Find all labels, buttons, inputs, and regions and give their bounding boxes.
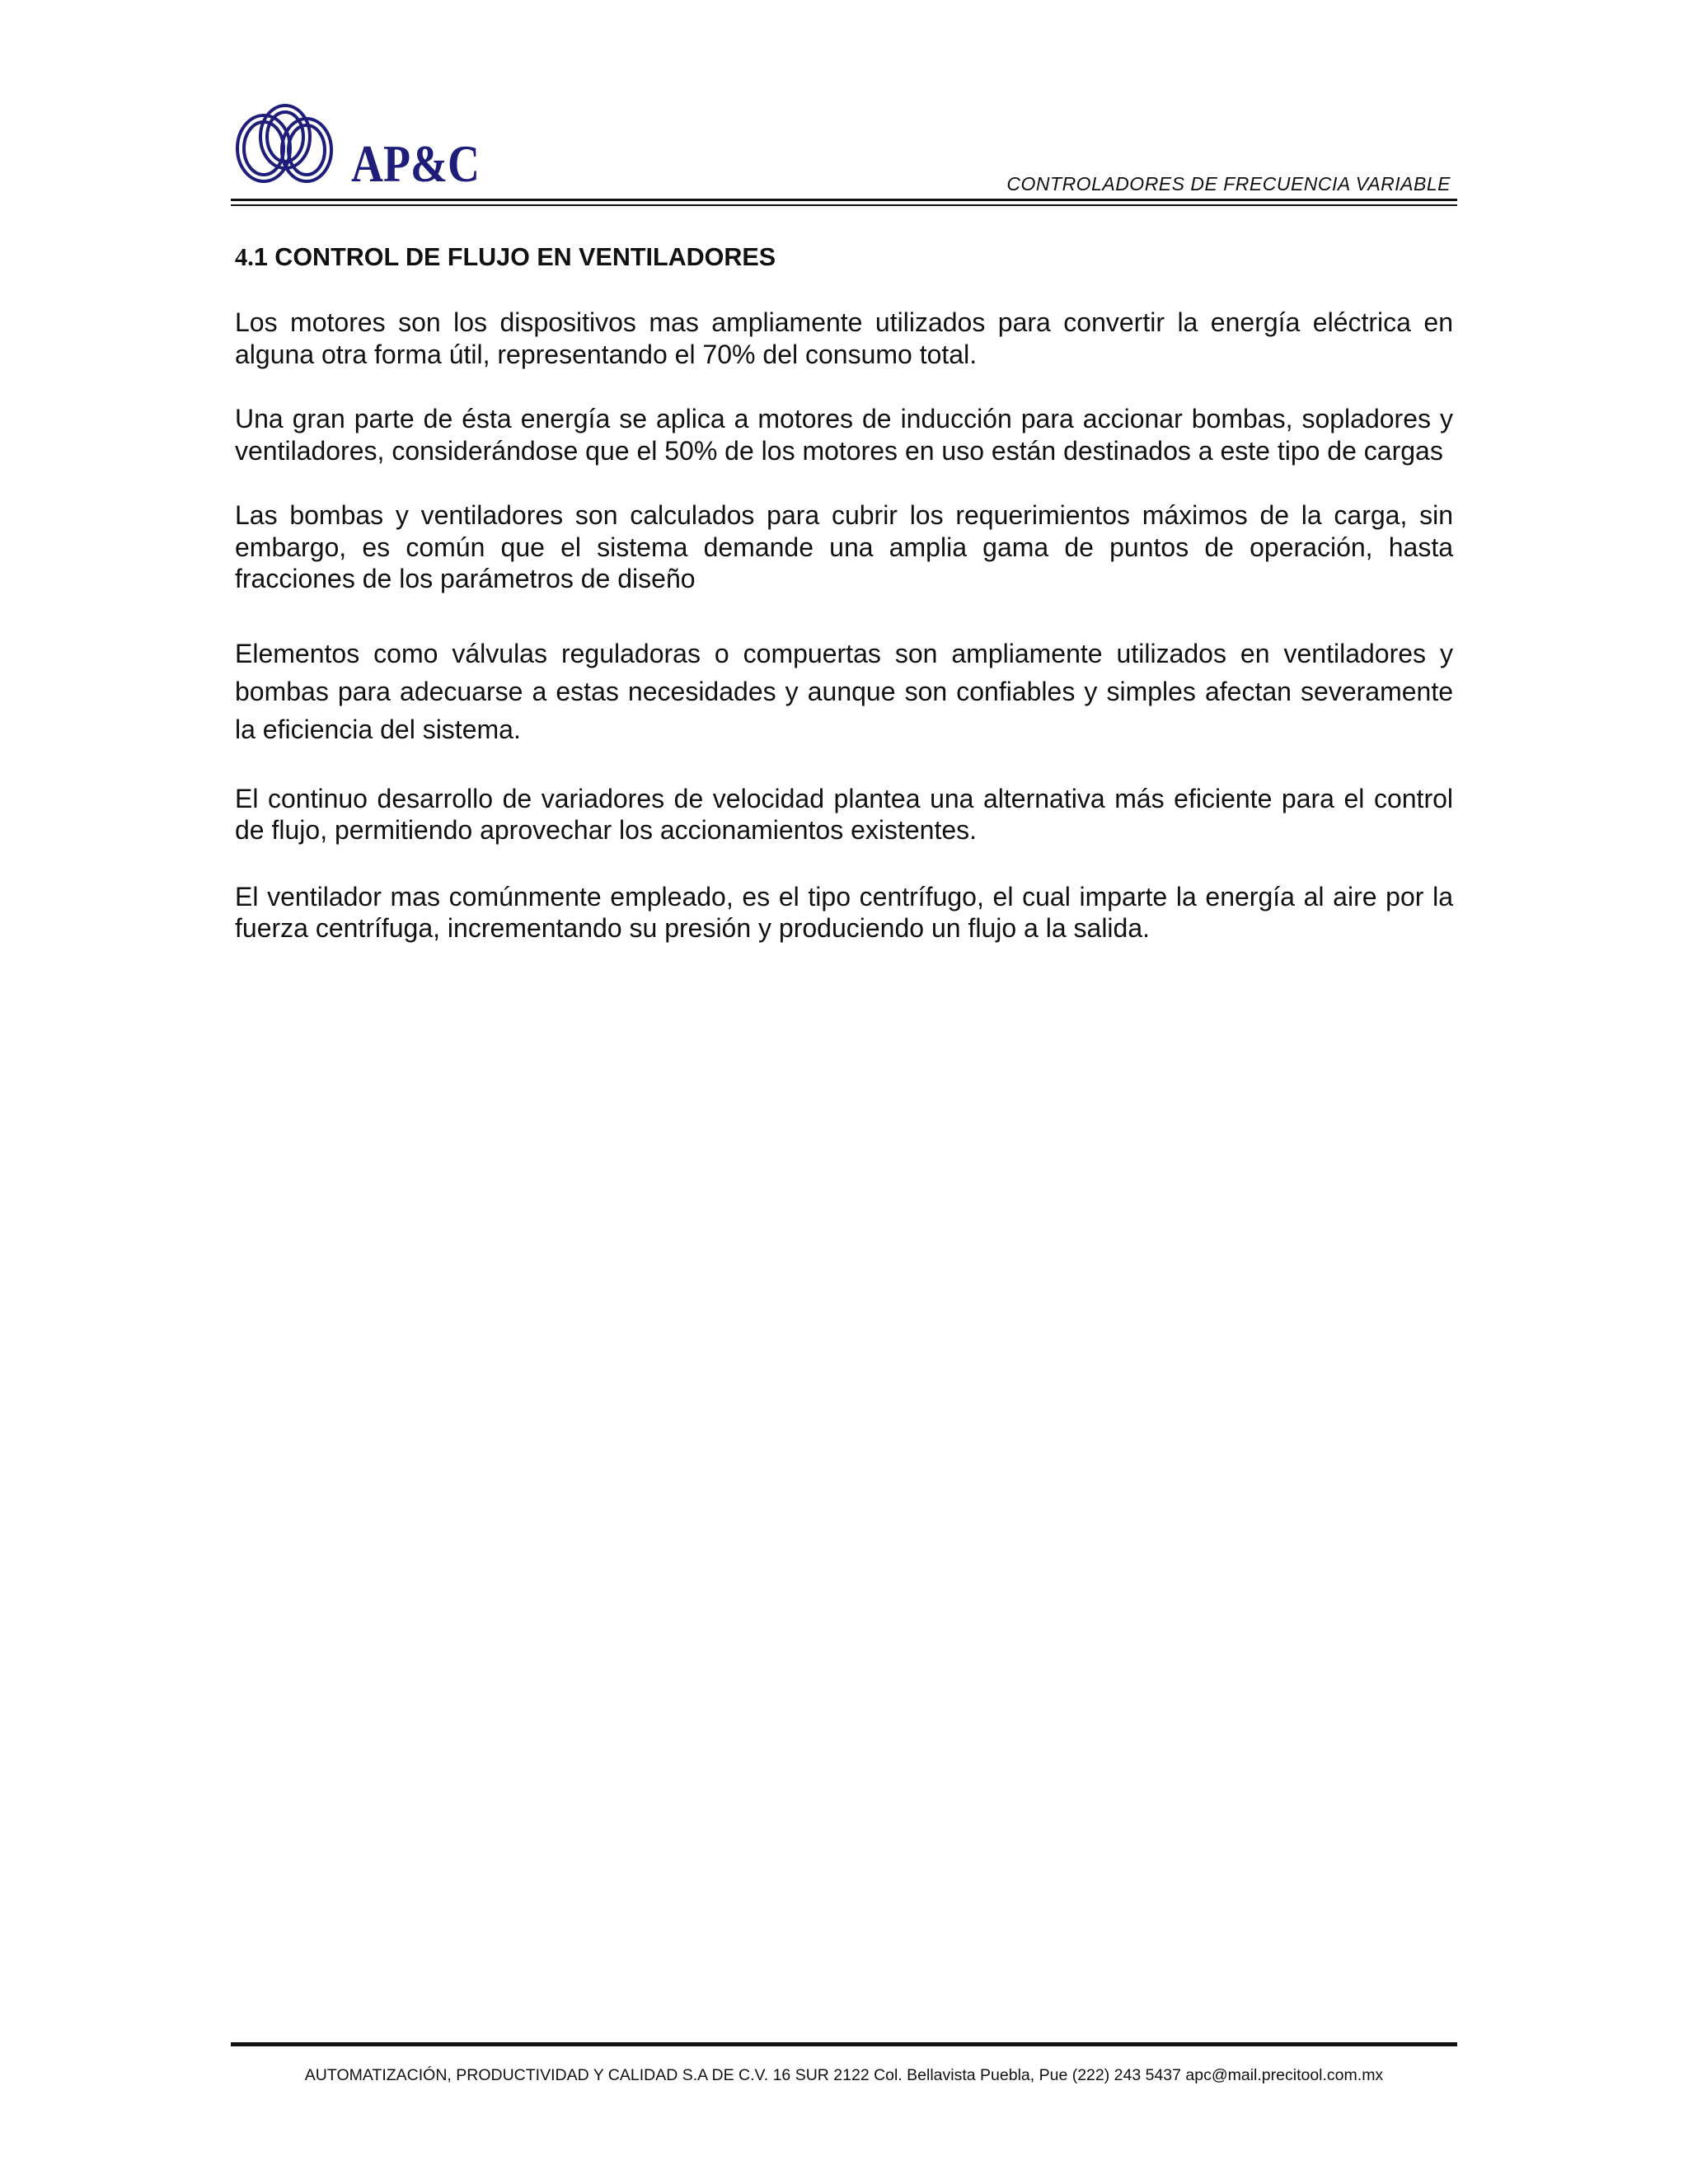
footer-rule [231, 2042, 1457, 2046]
paragraph-5: El continuo desarrollo de variadores de velocidad plantea una alternativa más eficiente para el control de flujo, permitiendo aprovechar los accionamientos existentes. [235, 783, 1453, 845]
paragraph-1: Los motores son los dispositivos mas ampliamente utilizados para convertir la energía eléctrica en alguna otra forma útil, representando el 70% del consumo total. [235, 307, 1453, 369]
main-content [235, 241, 1453, 944]
company-logo [232, 102, 488, 193]
section-title-text: 1 CONTROL DE FLUJO EN VENTILADORES [253, 243, 776, 271]
paragraph-3: Las bombas y ventiladores son calculados para cubrir los requerimientos máximos de la carga, sin embargo, es común que el sistema demande una amplia gama de puntos de operación, hasta fracciones de los parámetros de diseño [235, 500, 1453, 593]
logo-text: AP&C [351, 134, 480, 193]
section-number: 4. [235, 243, 254, 271]
header-rule-thin [231, 204, 1457, 206]
header-rule [231, 199, 1457, 201]
paragraph-6: El ventilador mas comúnmente empleado, es el tipo centrífugo, el cual imparte la energía al aire por la fuerza centrífuga, incrementando su presión y produciendo un flujo a la salida. [235, 881, 1453, 943]
paragraph-4: Elementos como válvulas reguladoras o compuertas son ampliamente utilizados en ventiladores y bombas para adecuarse a estas necesidades y aunque son confiables y simples afectan severamente la eficiencia del sistema. [235, 638, 1453, 744]
paragraph-2: Una gran parte de ésta energía se aplica a motores de inducción para accionar bombas, sopladores y ventiladores, considerándose que el 50% de los motores en uso están destinados a este tipo de cargas [235, 404, 1453, 466]
header-title: CONTROLADORES DE FRECUENCIA VARIABLE [1006, 173, 1451, 194]
footer-address: AUTOMATIZACIÓN, PRODUCTIVIDAD Y CALIDAD S.A DE C.V. 16 SUR 2122 Col. Bellavista Puebla, Pue (222) 243 5437 apc@mail.precitool.com.mx [304, 2066, 1384, 2084]
section-heading [235, 241, 1453, 274]
